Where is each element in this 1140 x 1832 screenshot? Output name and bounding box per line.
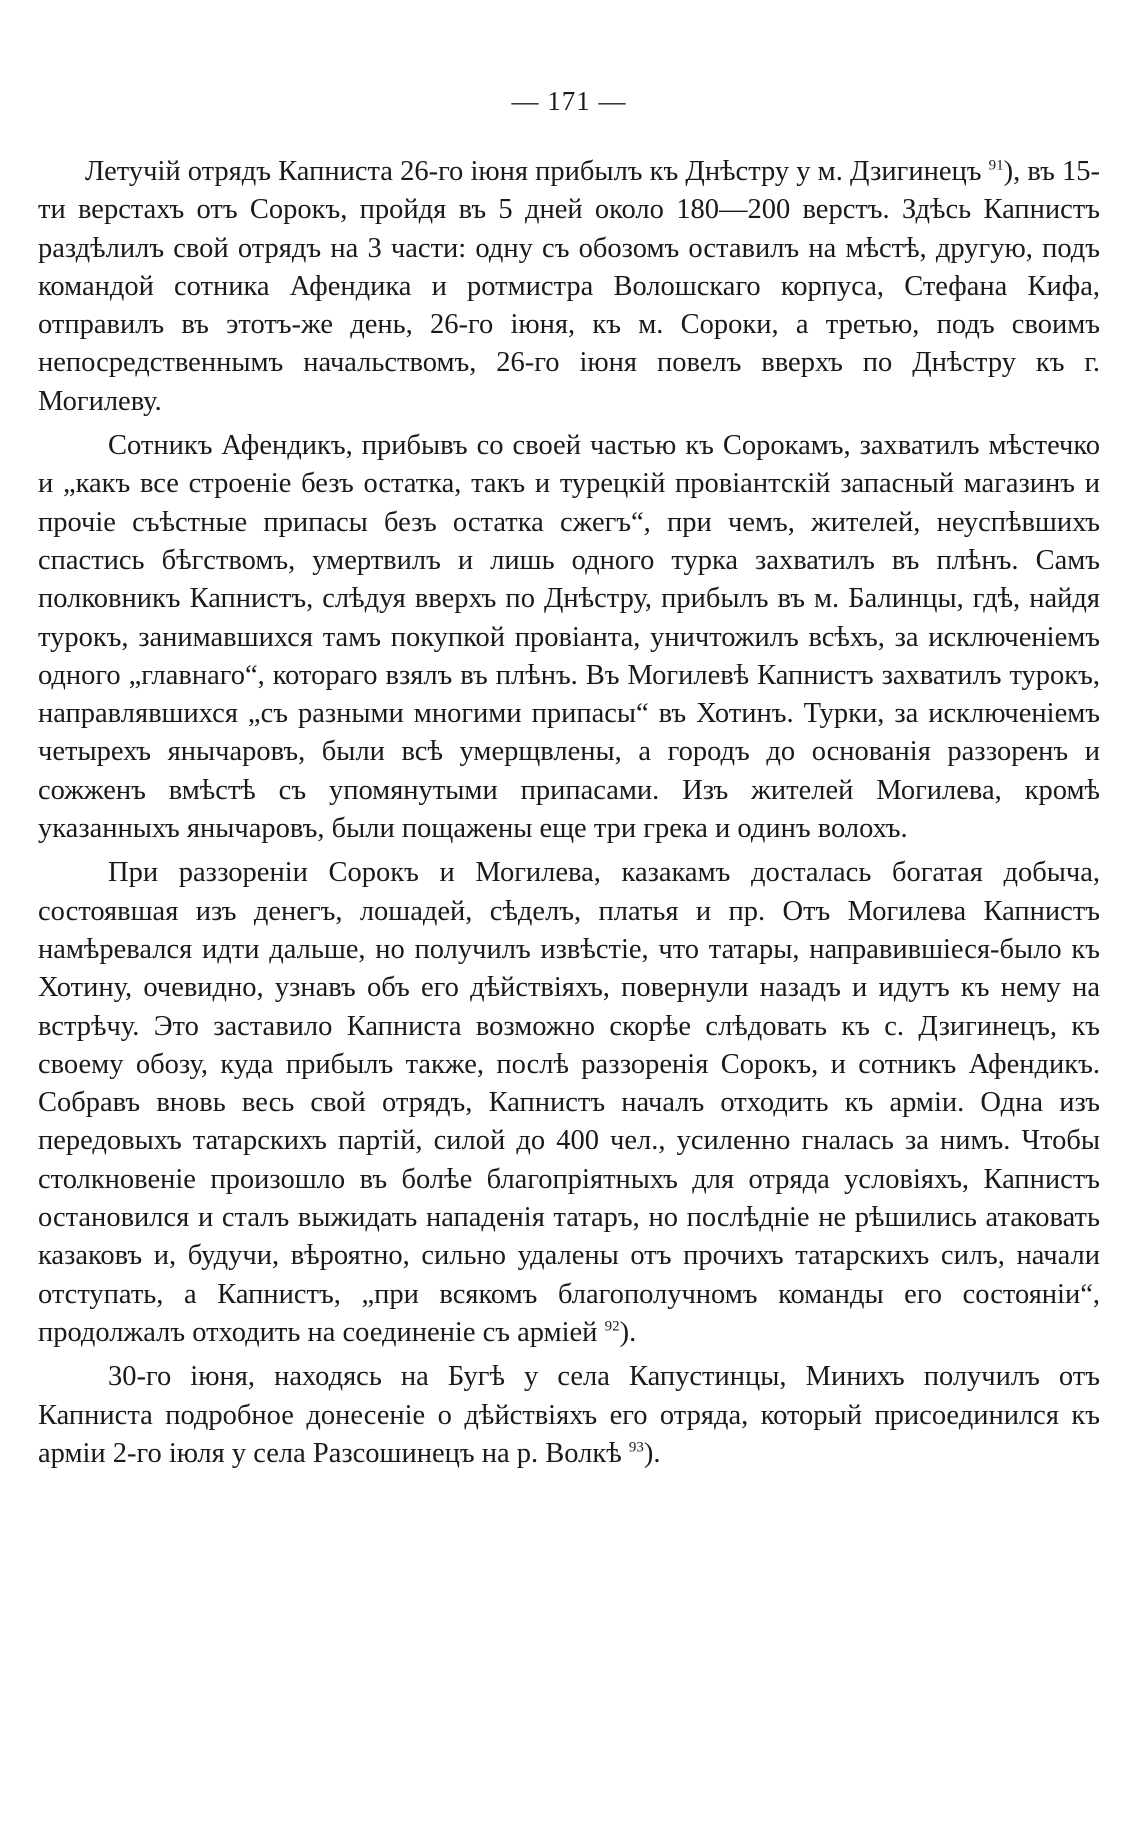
paragraph-3 xyxy=(38,854,1100,1352)
paragraph-text: ). xyxy=(643,1437,661,1469)
paragraph-4 xyxy=(38,1358,1100,1473)
paragraph-text: Летучiй отрядъ Капниста 26-го iюня прибылъ къ Днѣстру у м. Дзигинецъ xyxy=(85,156,989,187)
paragraph-2 xyxy=(38,427,1100,848)
paragraph-text: ), въ 15-ти верстахъ отъ Сорокъ, пройдя въ 5 дней около 180—200 верстъ. Здѣсь Капнистъ раздѣлилъ свой отрядъ на 3 части: одну съ обозомъ оставилъ на мѣстѣ, другую, подъ командой сотника Афендика и ротмистра Волошскаго корпуса, Стефана Кифа, отправилъ въ этотъ-же день, 26-го iюня, къ м. Сороки, а третью, подъ своимъ непосредственнымъ начальствомъ, 26-го iюня повелъ вверхъ по Днѣстру къ г. Могилеву. xyxy=(38,156,1101,417)
footnote-ref-91: 91 xyxy=(988,157,1004,174)
footnote-ref-92: 92 xyxy=(604,1318,620,1335)
paragraph-text: При раззоренiи Сорокъ и Могилева, казакамъ досталась богатая добыча, состоявшая изъ денегъ, лошадей, сѣделъ, платья и пр. Отъ Могилева Капнистъ намѣревался идти дальше, но получилъ извѣстiе, что татары, направившiеся-было къ Хотину, очевидно, узнавъ объ его дѣйствiяхъ, повернули назадъ и идутъ къ нему на встрѣчу. Это заставило Капниста возможно скорѣе слѣдовать къ с. Дзигинецъ, къ своему обозу, куда прибылъ также, послѣ раззоренiя Сорокъ, и сотникъ Афендикъ. Собравъ вновь весь свой отрядъ, Капнистъ началъ отходить къ армiи. Одна изъ передовыхъ татарскихъ партiй, силой до 400 чел., усиленно гналась за нимъ. Чтобы столкновенiе произошло въ болѣе благопрiятныхъ для отряда условiяхъ, Капнистъ остановился и сталъ выжидать нападенiя татаръ, но послѣднiе не рѣшились атаковать казаковъ и, будучи, вѣроятно, сильно удалены отъ прочихъ татарскихъ силъ, начали отступать, а Капнистъ, „при всякомъ благополучномъ команды его состоянiи“, продолжалъ отходить на соединенiе съ армiей xyxy=(38,857,1100,1348)
book-page xyxy=(38,0,1100,1479)
footnote-ref-93: 93 xyxy=(628,1439,644,1456)
paragraph-text: 30-го iюня, находясь на Бугѣ у села Капустинцы, Минихъ получилъ отъ Капниста подробное донесенiе о дѣйствiяхъ его отряда, который присоединился къ армiи 2-го iюля у села Разсошинецъ на р. Волкѣ xyxy=(38,1361,1100,1469)
paragraph-1 xyxy=(38,153,1100,421)
paragraph-text: Сотникъ Афендикъ, прибывъ со своей частью къ Сорокамъ, захватилъ мѣстечко и „какъ все строенiе безъ остатка, такъ и турецкiй провiантскiй запасный магазинъ и прочiе съѣстные припасы безъ остатка сжегъ“, при чемъ, жителей, неуспѣвшихъ спастись бѣгствомъ, умертвилъ и лишь одного турка захватилъ въ плѣнъ. Самъ полковникъ Капнистъ, слѣдуя вверхъ по Днѣстру, прибылъ въ м. Балинцы, гдѣ, найдя турокъ, занимавшихся тамъ покупкой провiанта, уничтожилъ всѣхъ, за исключенiемъ одного „главнаго“, котораго взялъ въ плѣнъ. Въ Могилевѣ Капнистъ захватилъ турокъ, направлявшихся „съ разными многими припасы“ въ Хотинъ. Турки, за исключенiемъ четырехъ янычаровъ, были всѣ умерщвлены, а городъ до основанiя раззоренъ и сожженъ вмѣстѣ съ упомянутыми припасами. Изъ жителей Могилева, кромѣ указанныхъ янычаровъ, были пощажены еще три грека и одинъ волохъ. xyxy=(38,430,1100,845)
page-number: — 171 — xyxy=(511,86,627,116)
paragraph-text: ). xyxy=(619,1316,637,1348)
